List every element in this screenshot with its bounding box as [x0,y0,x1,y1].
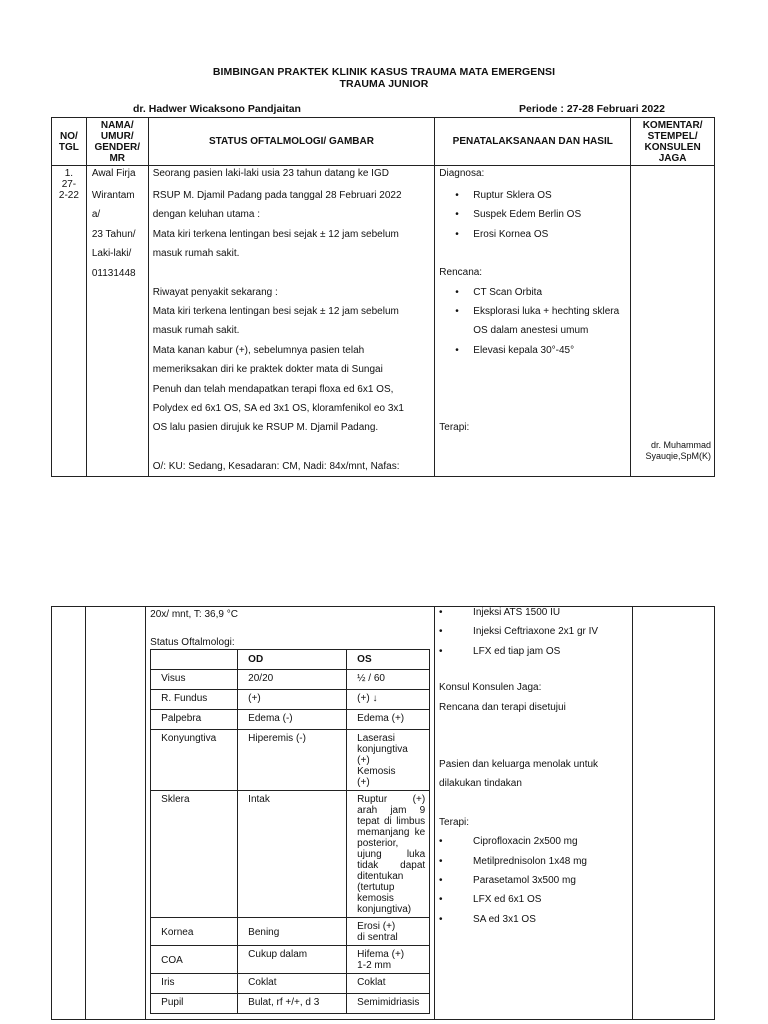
diagnosa-list: • Ruptur Sklera OS • Suspek Edem Berlin OS • Erosi Kornea OS [439,186,630,244]
konsulen-cell [631,166,715,477]
terapi-awal-list: • Injeksi ATS 1500 IU • Injeksi Ceftriaxone 2x1 gr IV • LFX ed tiap jam OS [439,603,632,661]
doctor-name: dr. Hadwer Wicaksono Pandjaitan [133,103,301,115]
doc-title: BIMBINGAN PRAKTEK KLINIK KASUS TRAUMA MATA EMERGENSI [212,66,556,78]
col-no: NO/ TGL [52,118,87,166]
oftalmologi-table: OD OS Visus 20/20 ½ / 60 R. Fundus (+) (+) ↓ Palpebra Edema (-) Edema (+) Konyungtiva Hiperemis (-) Laserasi konjungtiva (+) Kemosis (+) Sklera Intak Ruptur (+) arah jam 9 tepat di limbus memanjang ke posterior, ujung luka tidak dapat ditentukan (tertutup kemosis konjungtiva) Kornea Bening Erosi (+) di sentral COA Cukup dalam Hifema (+) 1-2 mm Iris Coklat Coklat Pupil Bulat, rf +/+, d 3 Semimidriasis [150,649,430,1014]
doc-subtitle: TRAUMA JUNIOR [339,78,429,90]
col-penatalaksanaan: PENATALAKSANAAN DAN HASIL [435,118,631,166]
col-status: STATUS OFTALMOLOGI/ GAMBAR [148,118,435,166]
penatalaksanaan-continued: • Injeksi ATS 1500 IU • Injeksi Ceftriaxone 2x1 gr IV • LFX ed tiap jam OS Konsul Konsulen Jaga: Rencana dan terapi disetujui Pasien dan keluarga menolak untuk dilakukan tindakan Terapi: • Ciprofloxacin 2x500 mg • Metilprednisolon 1x48 mg • Parasetamol 3x500 mg • LFX ed 6x1 OS • SA ed 3x1 OS [435,607,633,1020]
status-continued: 20x/ mnt, T: 36,9 °C Status Oftalmologi: OD OS Visus 20/20 ½ / 60 R. Fundus (+) (+) ↓ Palpebra Edema (-) Edema (+) Konyungtiva Hiperemis (-) Laserasi konjungtiva (+) Kemosis (+) Sklera Intak Ruptur (+) arah jam 9 tepat di limbus memanjang ke posterior, ujung luka tidak dapat ditentukan (tertutup kemosis konjungtiva) Kornea Bening Erosi (+) di sentral COA Cukup dalam Hifema (+) 1-2 mm Iris Coklat Coklat Pupil Bulat, rf +/+, d 3 Semimidriasis [146,607,435,1020]
period: Periode : 27-28 Februari 2022 [519,103,665,115]
terapi-list: • Ciprofloxacin 2x500 mg • Metilprednisolon 1x48 mg • Parasetamol 3x500 mg • LFX ed 6x1 OS • SA ed 3x1 OS [439,832,632,929]
case-table [51,117,715,477]
case-table-continued [51,606,715,1020]
row-no: 1. 27- 2-22 [52,166,87,477]
penatalaksanaan: Diagnosa: • Ruptur Sklera OS • Suspek Edem Berlin OS • Erosi Kornea OS Rencana: • CT Scan Orbita • Eksplorasi luka + hechting sklera OS dalam anestesi umum • Elevasi kepala 30°-45° Terapi: [435,166,631,477]
col-komentar: KOMENTAR/ STEMPEL/ KONSULEN JAGA [631,118,715,166]
status-text: Seorang pasien laki-laki usia 23 tahun datang ke IGD RSUP M. Djamil Padang pada tanggal 28 Februari 2022 dengan keluhan utama : Mata kiri terkena lentingan besi sejak ± 12 jam sebelum masuk rumah sakit. Riwayat penyakit sekarang : Mata kiri terkena lentingan besi sejak ± 12 jam sebelum masuk rumah sakit. Mata kanan kabur (+), sebelumnya pasien telah memeriksakan diri ke praktek dokter mata di Sungai Penuh dan telah mendapatkan terapi floxa ed 6x1 OS, Polydex ed 6x1 OS, SA ed 3x1 OS, kloramfenikol eo 3x1 OS lalu pasien dirujuk ke RSUP M. Djamil Padang. O/: KU: Sedang, Kesadaran: CM, Nadi: 84x/mnt, Nafas: [148,166,435,477]
konsulen-name: dr. Muhammad Syauqie,SpM(K) [645,440,711,462]
patient-info: Awal Firja Wirantam a/ 23 Tahun/ Laki-laki/ 01131448 [86,166,148,477]
col-nama: NAMA/ UMUR/ GENDER/ MR [86,118,148,166]
rencana-list: • CT Scan Orbita • Eksplorasi luka + hechting sklera OS dalam anestesi umum • Elevasi kepala 30°-45° [439,283,630,361]
